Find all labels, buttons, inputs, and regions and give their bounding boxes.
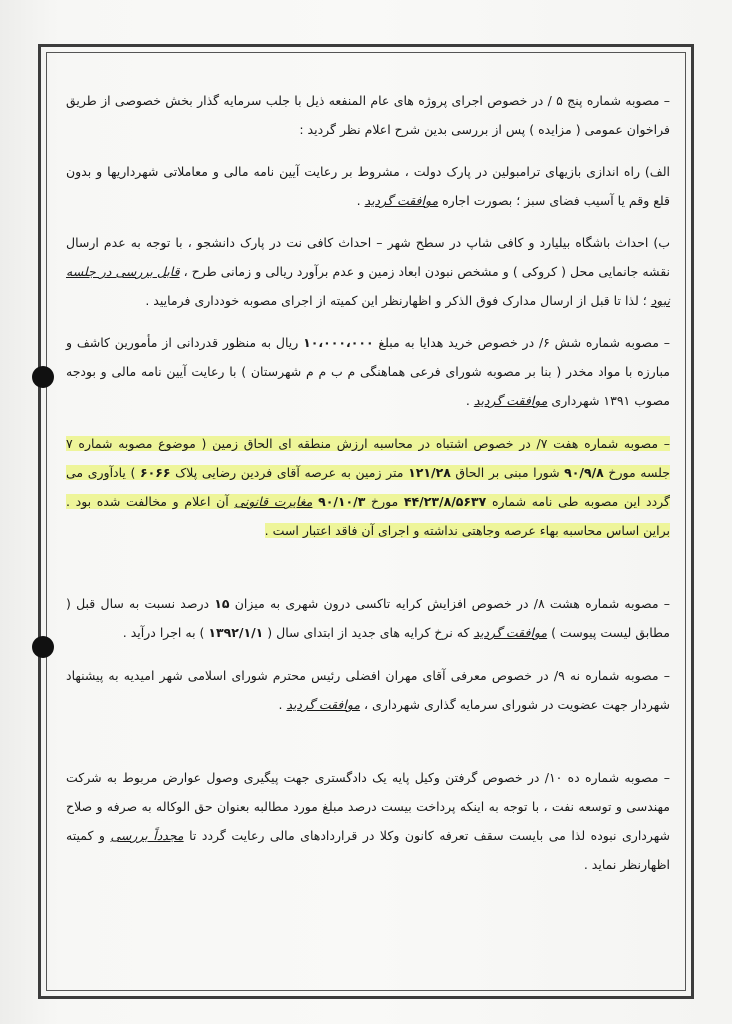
approval-mark: موافقت گردید [473,625,548,640]
re-review-mark: مجدداً بررسی [110,828,184,843]
resolution-5-item-b: ب) احداث باشگاه بیلیارد و کافی شاپ در سطح شهر – احداث کافی نت در پارک دانشجو ، با توجه به عدم ارسال نقشه جانمایی محل ( کروکی ) و مشخص نبودن ابعاد زمین و عدم برآورد ریالی و زمانی طرح ، قابل بررسی در جلسه نبود ؛ لذا تا قبل از ارسال مدارک فوق الذکر و اظهارنظر این کمیته از اجرای مصوبه خودداری فرمایید . [66,235,670,308]
approval-mark: موافقت گردید [473,393,548,408]
punch-hole-top [32,366,54,388]
document-body [66,86,670,986]
resolution-5-item-a: الف) راه اندازی بازیهای ترامبولین در پارک دولت ، مشروط بر رعایت آیین نامه مالی و معاملاتی شهرداریها و بدون قلع وقم یا آسیب فضای سبز ؛ بصورت اجاره موافقت گردید . [66,164,670,208]
resolution-6: – مصوبه شماره شش ‎/۶ در خصوص خرید هدایا به مبلغ ۱۰،۰۰۰،۰۰۰ ریال به منظور قدردانی از مأمورین کاشف و مبارزه با مواد مخدر ( بنا بر مصوبه شورای فرعی هماهنگی م ب م م شهرستان ) با رعایت آیین نامه مالی و بودجه مصوب ۱۳۹۱ شهرداری موافقت گردید . [66,335,670,408]
punch-hole-bottom [32,636,54,658]
resolution-8: – مصوبه شماره هشت ‎/۸ در خصوص افزایش کرایه تاکسی درون شهری به میزان ۱۵ درصد نسبت به سال قبل ( مطابق لیست پیوست ) موافقت گردید که نرخ کرایه های جدید از ابتدای سال ( ۱۳۹۲/۱/۱ ) به اجرا درآید . [66,596,670,640]
legal-conflict-mark: مغایرت قانونی [234,494,313,509]
resolution-7-highlighted: – مصوبه شماره هفت ‎/۷ در خصوص اشتباه در محاسبه ارزش منطقه ای الحاق زمین ( موضوع مصوبه شماره ۷ جلسه مورخ ۹۰/۹/۸ شورا مبنی بر الحاق ۱۲۱/۲۸ متر زمین به عرصه آقای فردین رضایی پلاک ۶۰۶۶ ) یادآوری می گردد این مصوبه طی نامه شماره ۴۴/۲۳/۸/۵۶۳۷ مورخ ۹۰/۱۰/۳ مغایرت قانونی آن اعلام و مخالفت شده بود . براین اساس محاسبه بهاء عرصه وجاهتی نداشته و اجرای آن فاقد اعتبار است . [66,436,670,538]
approval-mark: موافقت گردید [364,193,439,208]
resolution-9: – مصوبه شماره نه ‎/۹ در خصوص معرفی آقای مهران افضلی رئیس محترم شورای اسلامی شهر امیدیه به پیشنهاد شهردار جهت عضویت در شورای سرمایه گذاری شهرداری ، موافقت گردید . [66,668,670,712]
not-reviewable-mark: قابل بررسی در جلسه نبود [66,264,670,308]
resolution-5: – مصوبه شماره پنج ‎/ ۵ در خصوص اجرای پروژه های عام المنفعه ذیل با جلب سرمایه گذار بخش خصوصی از طریق فراخوان عمومی ( مزایده ) پس از بررسی بدین شرح اعلام نظر گردید : [66,93,670,137]
approval-mark: موافقت گردید [286,697,361,712]
resolution-10: – مصوبه شماره ده ‎/۱۰ در خصوص گرفتن وکیل پایه یک دادگستری جهت پیگیری وصول عوارض مربوط به شرکت مهندسی و توسعه نفت ، با توجه به اینکه پرداخت بیست درصد مبلغ مورد مطالبه بعنوان حق الوکاله به صرفه و صلاح شهرداری نبوده لذا می بایست سقف تعرفه کانون وکلا در قراردادهای مالی رعایت گردد تا مجدداً بررسی و کمیته اظهارنظر نماید . [66,770,670,872]
